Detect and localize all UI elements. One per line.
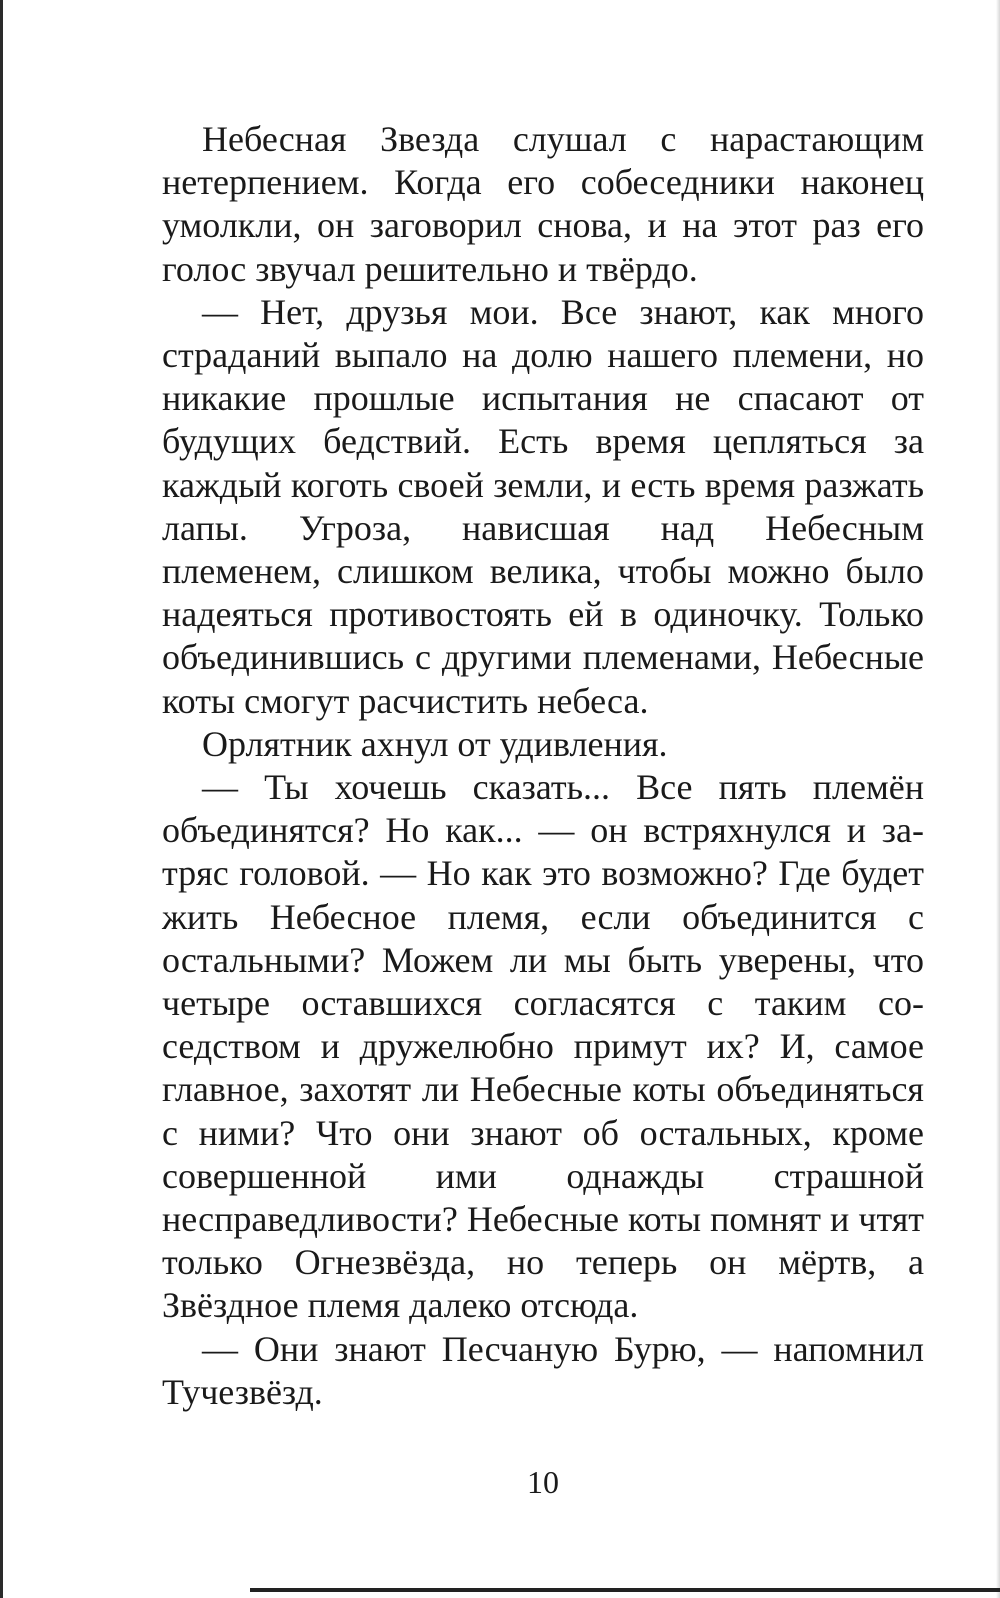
- page-number: 10: [527, 1464, 559, 1500]
- paragraph: — Ты хочешь сказать... Все пять племён объединятся? Но как... — он встряхнулся и затряс головой. — Но как это возможно? Где будет жить Небесное племя, если объединится с остальными? Можем ли мы быть уверены, что четыре оставшихся согласятся с таким соседством и дружелюбно примут их? И, самое главное, захотят ли Небесные коты объединяться с ними? Что они знают об остальных, кроме совершенной ими однажды страшной несправедливости? Небесные коты помнят и чтят только Огнезвёзда, но теперь он мёртв, а Звёздное племя далеко отсюда.: [162, 767, 924, 1326]
- paragraph: — Нет, друзья мои. Все знают, как много страданий выпало на долю нашего племени, но никакие прошлые испытания не спасают от будущих бедствий. Есть время цепляться за каждый коготь своей земли, и есть время разжать лапы. Угроза, нависшая над Небесным племенем, слишком велика, чтобы можно было надеяться противостоять ей в одиночку. Только объединившись с другими племенами, Небесные коты смогут расчистить небеса.: [162, 291, 924, 721]
- body-text: [162, 118, 924, 1414]
- paragraph: — Они знают Песчаную Бурю, — напомнил Тучезвёзд.: [162, 1328, 924, 1412]
- paragraph: Небесная Звезда слушал с нарастающим нетерпением. Когда его собеседники наконец умолкли, он заговорил снова, и на этот раз его голос звучал решительно и твёрдо.: [162, 119, 924, 289]
- page-right-edge: [996, 0, 1000, 1598]
- paragraph: Орлятник ахнул от удивления.: [202, 723, 668, 764]
- page-left-edge: [0, 0, 3, 1598]
- bottom-edge-rule: [250, 1588, 1000, 1592]
